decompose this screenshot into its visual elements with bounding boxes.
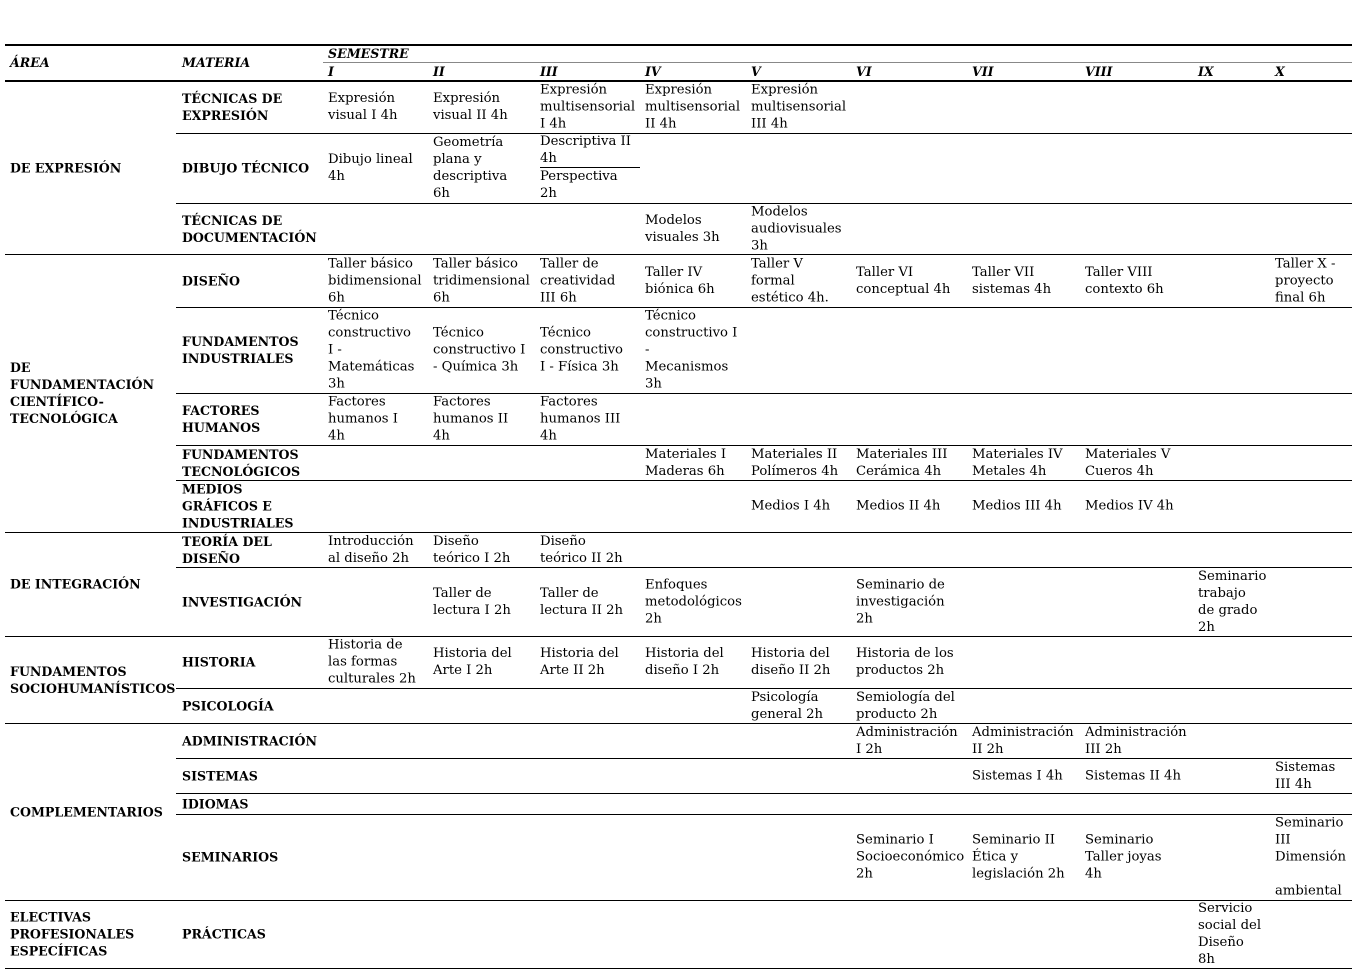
course-cell: Administración III 2h	[1085, 724, 1187, 757]
course-cell: Medios IV 4h	[1085, 498, 1174, 514]
semester-header: II	[433, 64, 445, 79]
course-cell: Taller básico bidimensional 6h	[328, 256, 422, 305]
semester-header: I	[328, 64, 334, 79]
course-cell: Técnico constructivo I - Química 3h	[433, 325, 526, 375]
course-cell: Seminario de investigación 2h	[856, 577, 945, 626]
course-cell: Servicio social del Diseño 8h	[1198, 901, 1262, 967]
course-cell: Medios III 4h	[972, 498, 1062, 514]
course-cell: Taller VII sistemas 4h	[972, 264, 1052, 297]
row-divider	[176, 133, 1352, 134]
course-cell: Modelos audiovisuales 3h	[751, 204, 842, 253]
course-cell: Psicología general 2h	[751, 689, 824, 722]
materia-label: IDIOMAS	[182, 796, 249, 811]
course-cell: Taller V formal estético 4h.	[751, 256, 829, 305]
course-cell: Geometría plana y descriptiva 6h	[433, 135, 508, 201]
course-cell: Historia de las formas culturales 2h	[328, 637, 416, 687]
course-cell: Materiales V Cueros 4h	[1085, 446, 1171, 479]
course-cell: Sistemas III 4h	[1275, 759, 1336, 792]
course-cell: Modelos visuales 3h	[645, 212, 720, 245]
course-cell: Factores humanos II 4h	[433, 394, 509, 444]
course-cell-upper: Descriptiva II 4h	[540, 134, 631, 166]
course-cell: Sistemas II 4h	[1085, 768, 1181, 783]
course-cell: Administración II 2h	[972, 724, 1074, 757]
row-divider	[176, 480, 1352, 481]
course-cell: Materiales IV Metales 4h	[972, 446, 1063, 479]
course-cell: Taller VI conceptual 4h	[856, 264, 951, 297]
materia-label: DIBUJO TÉCNICO	[182, 160, 310, 176]
course-cell: Medios I 4h	[751, 498, 831, 514]
course-cell: Expresión multisensorial I 4h	[540, 82, 636, 132]
materia-label: TÉCNICAS DE EXPRESIÓN	[182, 91, 283, 123]
course-cell: Semiología del producto 2h	[856, 689, 955, 722]
materia-label: MEDIOS GRÁFICOS E INDUSTRIALES	[182, 481, 294, 531]
course-cell: Seminario III Dimensión ambiental	[1275, 815, 1347, 899]
materia-label: SEMINARIOS	[182, 849, 279, 865]
course-cell: Materiales II Polímeros 4h	[751, 446, 839, 479]
header-semestre: SEMESTRE	[328, 46, 409, 61]
materia-label: PRÁCTICAS	[182, 926, 266, 942]
course-cell: Historia del Arte I 2h	[433, 646, 512, 678]
course-cell: Taller de creatividad III 6h	[540, 256, 616, 305]
table-bottom-rule	[5, 968, 1352, 969]
area-divider	[5, 900, 1352, 901]
course-cell: Taller X - proyecto final 6h	[1275, 256, 1336, 305]
course-cell: Seminario II Ética y legislación 2h	[972, 832, 1065, 882]
course-cell: Dibujo lineal 4h	[328, 152, 413, 184]
semester-header: VIII	[1085, 64, 1113, 79]
course-cell: Expresión multisensorial II 4h	[645, 82, 741, 132]
course-cell: Taller básico tridimensional 6h	[433, 256, 530, 305]
semester-header: VII	[972, 64, 994, 79]
semester-header: IX	[1198, 64, 1214, 79]
row-divider	[176, 814, 1352, 815]
materia-label: FACTORES HUMANOS	[182, 403, 261, 435]
semester-header: X	[1275, 64, 1285, 79]
materia-label: TÉCNICAS DE DOCUMENTACIÓN	[182, 212, 317, 245]
course-cell: Taller de lectura I 2h	[433, 585, 511, 618]
materia-label: PSICOLOGÍA	[182, 698, 274, 713]
area-label: COMPLEMENTARIOS	[10, 804, 163, 819]
course-cell: Seminario Taller joyas 4h	[1085, 832, 1162, 882]
header-area: ÁREA	[10, 55, 50, 70]
course-cell: Historia del diseño II 2h	[751, 646, 831, 678]
course-cell: Seminario trabajo de grado 2h	[1198, 568, 1267, 635]
row-divider	[176, 758, 1352, 759]
course-cell: Técnico constructivo I - Física 3h	[540, 325, 623, 375]
course-cell: Taller de lectura II 2h	[540, 585, 624, 618]
area-label: DE INTEGRACIÓN	[10, 576, 141, 592]
course-cell: Medios II 4h	[856, 498, 941, 514]
semester-header: V	[751, 64, 761, 79]
materia-label: INVESTIGACIÓN	[182, 594, 303, 609]
materia-label: DISEÑO	[182, 273, 240, 288]
course-cell: Enfoques metodológicos 2h	[645, 577, 742, 626]
course-cell: Técnico constructivo I - Mecanismos 3h	[645, 308, 738, 392]
area-divider	[5, 254, 1352, 255]
course-cell: Técnico constructivo I - Matemáticas 3h	[328, 308, 415, 392]
header-materia: MATERIA	[182, 55, 251, 70]
area-label: DE FUNDAMENTACIÓN CIENTÍFICO- TECNOLÓGICA	[10, 360, 155, 426]
materia-label: ADMINISTRACIÓN	[182, 733, 318, 748]
area-divider	[5, 636, 1352, 637]
materia-label: HISTORIA	[182, 654, 256, 670]
materia-label: FUNDAMENTOS INDUSTRIALES	[182, 334, 299, 366]
course-cell: Historia del Arte II 2h	[540, 646, 619, 678]
table-top-rule	[5, 44, 1352, 46]
course-cell: Expresión multisensorial III 4h	[751, 82, 847, 132]
area-label: DE EXPRESIÓN	[10, 160, 122, 175]
row-divider	[176, 567, 1352, 568]
semester-header: VI	[856, 64, 872, 79]
course-cell: Historia del diseño I 2h	[645, 646, 724, 678]
semester-header: IV	[645, 64, 661, 79]
materia-label: FUNDAMENTOS TECNOLÓGICOS	[182, 446, 301, 479]
area-label: FUNDAMENTOS SOCIOHUMANÍSTICOS	[10, 663, 176, 696]
course-cell: Materiales III Cerámica 4h	[856, 446, 948, 479]
materia-label: SISTEMAS	[182, 768, 258, 783]
course-cell: Diseño teórico I 2h	[433, 533, 511, 566]
course-cell: Sistemas I 4h	[972, 768, 1063, 783]
course-cell: Introducción al diseño 2h	[328, 533, 414, 566]
course-cell-lower: Perspectiva 2h	[540, 169, 618, 201]
course-cell: Historia de los productos 2h	[856, 646, 954, 678]
semester-header: III	[540, 64, 558, 79]
course-cell: Administración I 2h	[856, 724, 958, 757]
area-label: ELECTIVAS PROFESIONALES ESPECÍFICAS	[10, 909, 135, 959]
course-cell: Factores humanos III 4h	[540, 394, 621, 444]
course-cell: Expresión visual I 4h	[328, 91, 398, 123]
course-cell: Taller IV biónica 6h	[645, 264, 715, 297]
course-cell: Materiales I Maderas 6h	[645, 446, 727, 479]
course-cell: Taller VIII contexto 6h	[1085, 264, 1164, 297]
course-cell: Seminario I Socioeconómico 2h	[856, 832, 965, 882]
course-cell: Expresión visual II 4h	[433, 91, 508, 123]
row-divider	[176, 793, 1352, 794]
materia-label: TEORÍA DEL DISEÑO	[182, 533, 272, 566]
course-cell: Diseño teórico II 2h	[540, 533, 623, 566]
course-cell: Factores humanos I 4h	[328, 394, 398, 444]
